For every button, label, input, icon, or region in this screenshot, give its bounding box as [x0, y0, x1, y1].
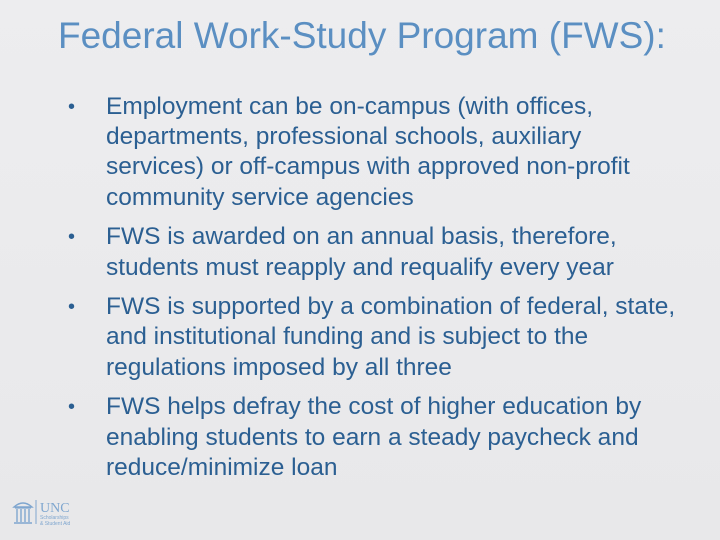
bullet-text: FWS is supported by a combination of federal, state, and institutional funding and is subject to the regulations imposed by all three: [106, 293, 676, 381]
bullet-item: [60, 92, 680, 213]
slide-title: Federal Work-Study Program (FWS):: [58, 15, 666, 56]
bullet-text: FWS helps defray the cost of higher education by enabling students to earn a steady paycheck and reduce/minimize loan: [106, 393, 642, 481]
bullet-icon: •: [68, 226, 76, 249]
logo-line1: Scholarships: [40, 515, 69, 521]
logo-name: UNC: [40, 501, 70, 516]
bullet-icon: •: [68, 296, 76, 319]
unc-logo: [12, 497, 94, 527]
bullet-icon: •: [68, 396, 76, 419]
logo-line2: & Student Aid: [40, 521, 71, 527]
bullet-list: [60, 92, 680, 492]
bullet-text: FWS is awarded on an annual basis, therefore, students must reapply and requalify every year: [106, 223, 617, 281]
bullet-item: [60, 222, 680, 282]
bullet-icon: •: [68, 96, 76, 118]
bullet-item: [60, 292, 680, 383]
bullet-item: [60, 392, 680, 483]
old-well-icon: [12, 497, 94, 527]
bullet-text: Employment can be on-campus (with offices, departments, professional schools, auxiliary services) or off-campus with approved non-profit community service agencies: [106, 93, 630, 211]
